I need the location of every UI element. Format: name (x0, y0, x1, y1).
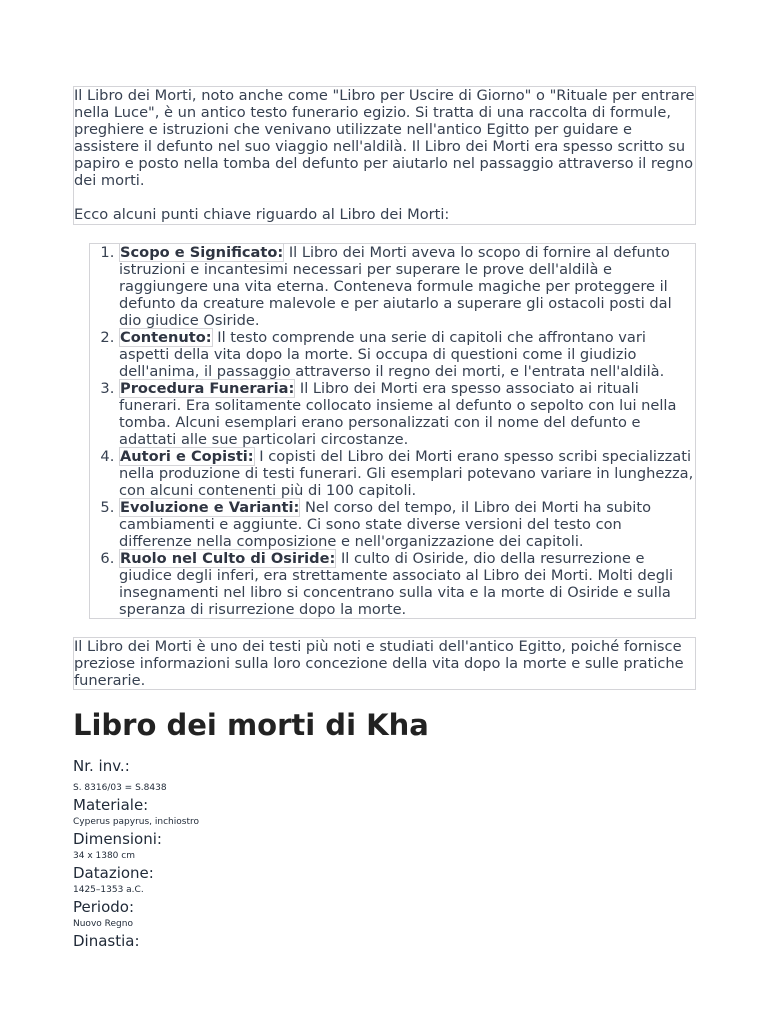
point-text: Il testo comprende una serie di capitoli che affrontano vari aspetti della vita dopo la morte. Si occupa di questioni come il giudizio dell'anima, il passaggio attraverso il regno dei morti, e l'entrata nell'aldilà. (119, 329, 665, 380)
meta-value: 1425–1353 a.C. (73, 885, 144, 895)
meta-value: Nuovo Regno (73, 919, 133, 929)
point-text: Il Libro dei Morti aveva lo scopo di fornire al defunto istruzioni e incantesimi necessari per superare le prove dell'aldilà e raggiungere una vita eterna. Conteneva formule magiche per proteggere il defunto da creature malevole e per aiutarlo a superare gli ostacoli posti dal dio giudice Osiride. (119, 244, 672, 329)
meta-label: Nr. inv.: (73, 757, 130, 775)
list-item (119, 550, 695, 618)
meta-row-dating (73, 864, 473, 898)
meta-row-dynasty (73, 932, 473, 951)
closing-section (73, 637, 696, 690)
intro-section (73, 86, 696, 225)
list-item (119, 380, 695, 448)
meta-row-dimensions (73, 830, 473, 864)
point-text: Il Libro dei Morti era spesso associato ai rituali funerari. Era solitamente collocato insieme al defunto o sepolto con lui nella tomba. Alcuni esemplari erano personalizzati con il nome del defunto e adattati alle sue particolari circostanze. (119, 380, 677, 448)
page-title: Libro dei morti di Kha (73, 708, 429, 742)
point-heading: Scopo e Significato: (120, 244, 284, 261)
meta-row-inventory (73, 757, 473, 796)
catalog-metadata (73, 757, 473, 951)
list-item (119, 448, 695, 499)
point-heading: Autori e Copisti: (120, 448, 254, 465)
meta-value: 34 x 1380 cm (73, 851, 135, 861)
key-points-list (90, 244, 695, 618)
point-text: I copisti del Libro dei Morti erano spesso scribi specializzati nella produzione di testi funerari. Gli esemplari potevano variare in lunghezza, con alcuni contenenti più di 100 capitoli. (119, 448, 694, 499)
meta-label: Dimensioni: (73, 830, 162, 848)
meta-value: S. 8316/03 = S.8438 (73, 783, 167, 793)
list-item (119, 499, 695, 550)
intro-paragraph: Il Libro dei Morti, noto anche come "Libro per Uscire di Giorno" o "Rituale per entrare nella Luce", è un antico testo funerario egizio. Si tratta di una raccolta di formule, preghiere e istruzioni che venivano utilizzate nell'antico Egitto per guidare e assistere il defunto nel suo viaggio nell'aldilà. Il Libro dei Morti era spesso scritto su papiro e posto nella tomba del defunto per aiutarlo nel passaggio attraverso il regno dei morti. (74, 87, 695, 189)
meta-row-material (73, 796, 473, 830)
point-heading: Ruolo nel Culto di Osiride: (120, 550, 336, 567)
meta-label: Periodo: (73, 898, 135, 916)
document-body (73, 86, 696, 690)
meta-row-period (73, 898, 473, 932)
point-heading: Evoluzione e Varianti: (120, 499, 300, 516)
point-heading: Procedura Funeraria: (120, 380, 295, 397)
point-text: Il culto di Osiride, dio della resurrezione e giudice degli inferi, era strettamente associato al Libro dei Morti. Molti degli insegnamenti nel libro si concentrano sulla vita e la morte di Osiride e sulla speranza di risurrezione dopo la morte. (119, 550, 674, 618)
intro-lead-in: Ecco alcuni punti chiave riguardo al Libro dei Morti: (74, 206, 450, 223)
meta-label: Datazione: (73, 864, 154, 882)
closing-paragraph: Il Libro dei Morti è uno dei testi più noti e studiati dell'antico Egitto, poiché fornisce preziose informazioni sulla loro concezione della vita dopo la morte e sulle pratiche funerarie. (74, 638, 684, 689)
point-heading: Contenuto: (120, 329, 212, 346)
list-item (119, 329, 695, 380)
key-points-section (89, 243, 696, 619)
list-item (119, 244, 695, 329)
meta-label: Dinastia: (73, 932, 140, 950)
point-text: Nel corso del tempo, il Libro dei Morti ha subito cambiamenti e aggiunte. Ci sono state diverse versioni del testo con differenze nella composizione e nell'organizzazione dei capitoli. (119, 499, 652, 550)
meta-label: Materiale: (73, 796, 149, 814)
meta-value: Cyperus papyrus, inchiostro (73, 817, 199, 827)
